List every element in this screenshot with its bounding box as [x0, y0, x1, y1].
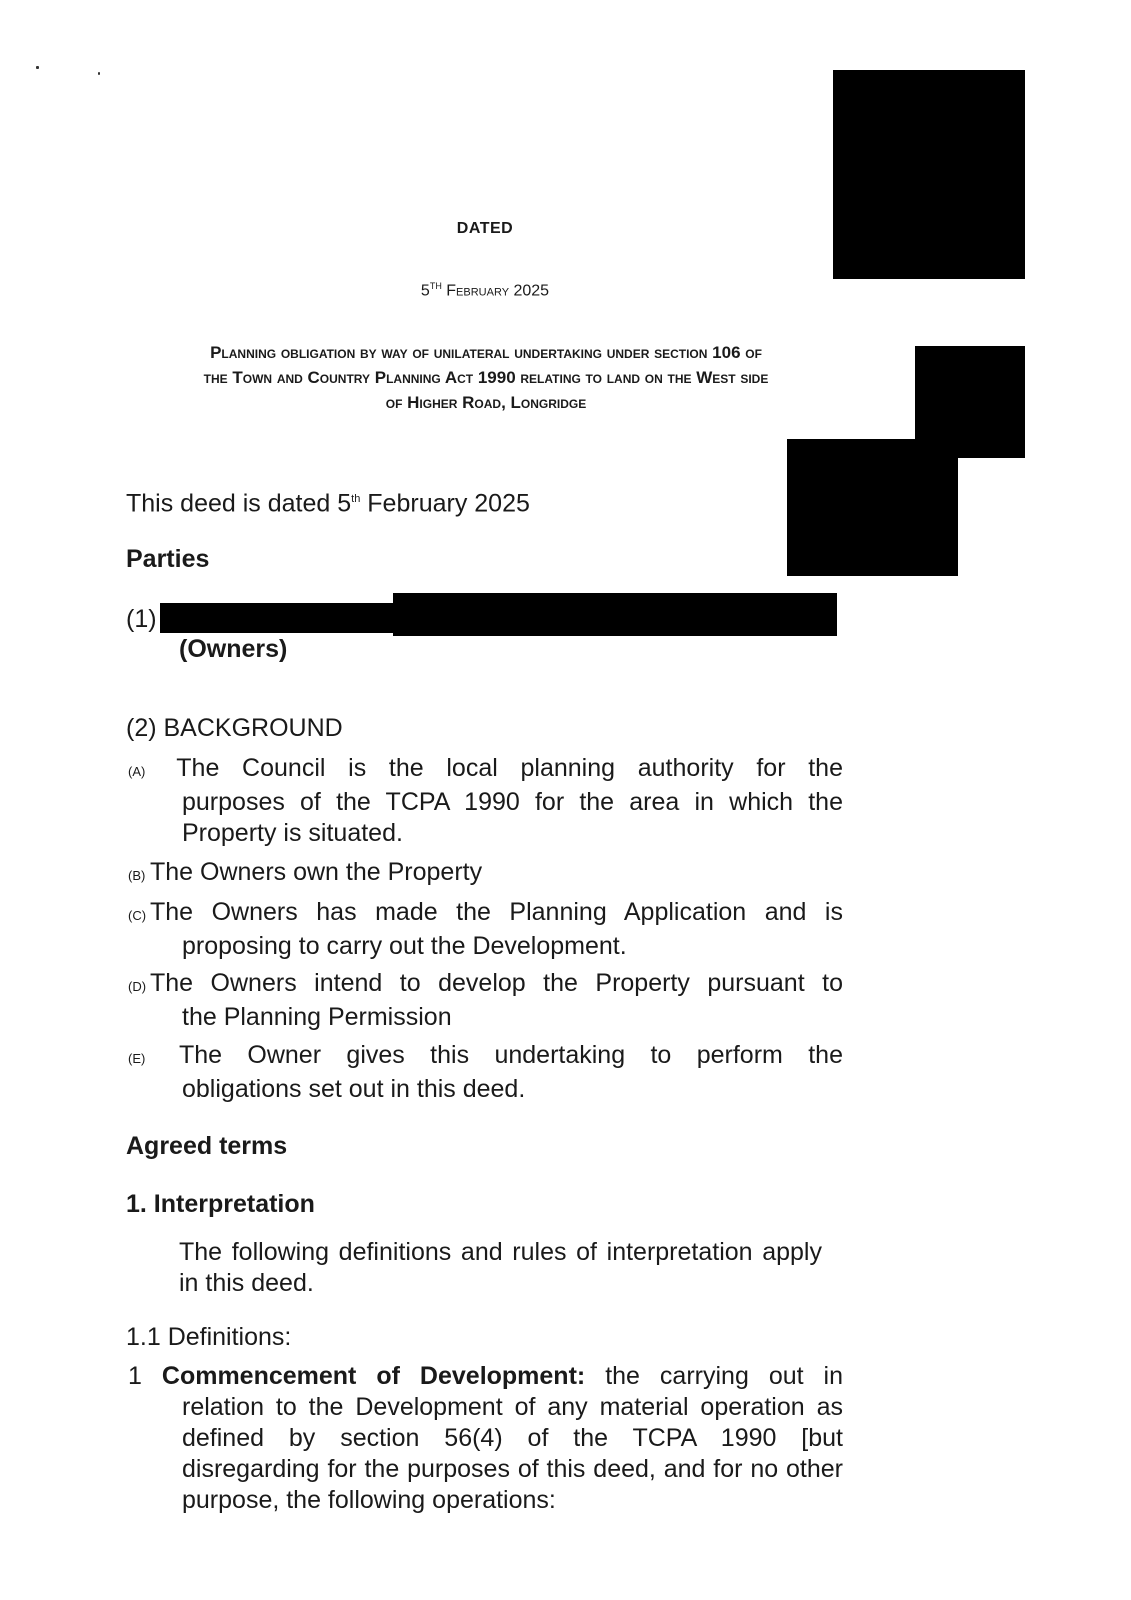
- title-line-2: the Town and Country Planning Act 1990 relating to land on the West side: [203, 368, 769, 387]
- item-continuation: the Planning Permission: [182, 1003, 452, 1031]
- document-date: [0, 281, 970, 300]
- definition-line: the carrying out in: [585, 1362, 843, 1390]
- background-item-b: [128, 857, 843, 891]
- redaction-block: [787, 439, 958, 576]
- background-item-e: [128, 1040, 843, 1105]
- item-line: The Council is the local planning authority for the: [176, 754, 843, 782]
- deed-date-rest: February 2025: [360, 489, 530, 518]
- parties-heading: Parties: [126, 545, 210, 573]
- date-day: 5: [420, 282, 430, 300]
- deed-date-statement: [126, 484, 530, 519]
- dated-label: DATED: [456, 220, 514, 237]
- item-continuation: proposing to carry out the Development.: [182, 932, 627, 960]
- deed-date-text: This deed is dated 5: [126, 489, 352, 518]
- background-item-a: [128, 753, 843, 849]
- definition-number: 1: [128, 1362, 142, 1390]
- item-line: The Owners has made the Planning Application and is: [150, 898, 843, 926]
- interpretation-intro: The following definitions and rules of interpretation apply in this deed.: [179, 1238, 822, 1297]
- item-continuation: purposes of the TCPA 1990 for the area in which the Property is situated.: [182, 788, 843, 847]
- deed-date-sup: th: [351, 493, 361, 505]
- scan-speck: [98, 72, 100, 75]
- interpretation-heading: 1. Interpretation: [126, 1190, 315, 1218]
- date-suffix: TH: [429, 281, 442, 291]
- background-item-c: [128, 897, 843, 962]
- item-continuation: obligations set out in this deed.: [182, 1075, 526, 1103]
- item-line: The Owner gives this undertaking to perform the: [178, 1041, 843, 1069]
- definition-text: relation to the Development of any material operation as defined by section 56(4) of the TCPA 1990 [but disregarding for the purposes of this deed, and for no other purpose, the following operations:: [182, 1393, 843, 1514]
- definitions-label: 1.1 Definitions:: [126, 1323, 292, 1351]
- date-month-year: February 2025: [446, 282, 550, 300]
- definition-term: Commencement of Development:: [161, 1362, 586, 1390]
- title-line-3: of Higher Road, Longridge: [385, 393, 587, 412]
- redaction-block: [160, 603, 395, 633]
- document-title: [128, 340, 844, 415]
- title-line-1: Planning obligation by way of unilateral undertaking under section 106 of: [210, 343, 762, 362]
- background-item-d: [128, 968, 843, 1033]
- definition-commencement: [128, 1361, 843, 1516]
- party-1-number: (1): [126, 605, 157, 633]
- item-marker: (B): [128, 868, 146, 883]
- item-marker: (C): [128, 908, 147, 923]
- item-marker: (E): [128, 1051, 146, 1066]
- party-1-role: (Owners): [179, 635, 288, 663]
- redaction-block: [833, 70, 1025, 279]
- agreed-terms-heading: Agreed terms: [126, 1132, 288, 1160]
- scan-speck: [36, 66, 39, 69]
- background-heading: (2) BACKGROUND: [126, 714, 343, 742]
- item-marker: (D): [128, 979, 147, 994]
- item-marker: (A): [128, 764, 146, 779]
- item-line: The Owners own the Property: [150, 858, 483, 886]
- item-line: The Owners intend to develop the Property pursuant to: [150, 969, 843, 997]
- redaction-block: [393, 593, 837, 636]
